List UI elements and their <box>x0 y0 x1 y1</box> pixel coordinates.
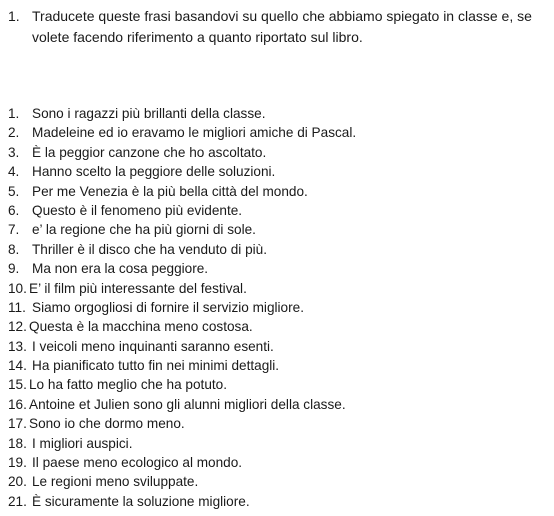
sentence-text: Ma non era la cosa peggiore. <box>32 261 209 277</box>
sentence-item-12 <box>8 317 356 336</box>
instruction-number: 1. <box>8 8 20 24</box>
sentence-number: 18. <box>8 435 27 451</box>
sentence-number: 13. <box>8 338 27 354</box>
sentence-item-14 <box>8 356 356 375</box>
sentence-item-11 <box>8 298 356 317</box>
sentence-number: 14. <box>8 358 27 374</box>
sentence-number: 17. <box>8 416 27 432</box>
sentence-text: Hanno scelto la peggiore delle soluzioni. <box>32 164 276 180</box>
sentence-text: Thriller è il disco che ha venduto di più. <box>32 241 267 257</box>
sentence-number: 5. <box>8 183 20 199</box>
sentence-text: Questo è il fenomeno più evidente. <box>32 202 243 218</box>
instruction-item <box>8 6 552 48</box>
sentence-text: È sicuramente la soluzione migliore. <box>32 493 250 509</box>
sentence-text: E’ il film più interessante del festival. <box>29 280 247 296</box>
sentence-item-18 <box>8 434 356 453</box>
instruction-text: Traducete queste frasi basandovi su quello che abbiamo spiegato in classe e, se volete facendo riferimento a quanto riportato sul libro. <box>32 8 532 45</box>
sentence-text: Il paese meno ecologico al mondo. <box>32 455 243 471</box>
sentence-number: 21. <box>8 493 27 509</box>
sentence-text: Ha pianificato tutto fin nei minimi dettagli. <box>32 358 280 374</box>
sentence-item-9 <box>8 259 356 278</box>
sentence-number: 8. <box>8 241 20 257</box>
sentence-number: 3. <box>8 144 20 160</box>
sentence-text: Madeleine ed io eravamo le migliori amiche di Pascal. <box>32 125 357 141</box>
sentence-text: I veicoli meno inquinanti saranno esenti. <box>32 338 274 354</box>
sentence-item-17 <box>8 414 356 433</box>
sentence-number: 20. <box>8 474 27 490</box>
sentence-item-3 <box>8 143 356 162</box>
sentence-text: Sono io che dormo meno. <box>29 416 185 432</box>
sentence-number: 11. <box>8 299 26 315</box>
sentence-text: Per me Venezia è la più bella città del mondo. <box>32 183 308 199</box>
sentence-number: 19. <box>8 455 27 471</box>
sentence-number: 15. <box>8 377 27 393</box>
sentence-item-16 <box>8 395 356 414</box>
sentence-text: Questa è la macchina meno costosa. <box>29 319 253 335</box>
sentence-number: 7. <box>8 222 20 238</box>
sentence-text: È la peggior canzone che ho ascoltato. <box>32 144 267 160</box>
sentence-text: Le regioni meno sviluppate. <box>32 474 199 490</box>
sentence-number: 2. <box>8 125 20 141</box>
sentence-number: 6. <box>8 202 20 218</box>
sentence-item-1 <box>8 104 356 123</box>
sentence-item-6 <box>8 201 356 220</box>
sentence-item-10 <box>8 279 356 298</box>
sentence-item-15 <box>8 375 356 394</box>
sentence-item-7 <box>8 220 356 239</box>
sentence-text: Siamo orgogliosi di fornire il servizio migliore. <box>32 299 304 315</box>
sentence-item-13 <box>8 337 356 356</box>
sentence-text: Antoine et Julien sono gli alunni migliori della classe. <box>29 396 346 412</box>
sentence-item-5 <box>8 182 356 201</box>
sentence-number: 9. <box>8 261 20 277</box>
sentence-number: 12. <box>8 319 27 335</box>
sentence-item-19 <box>8 453 356 472</box>
sentence-text: e’ la regione che ha più giorni di sole. <box>32 222 256 238</box>
sentence-item-2 <box>8 123 356 142</box>
sentence-text: I migliori auspici. <box>32 435 133 451</box>
sentence-number: 1. <box>8 106 20 121</box>
sentence-number: 4. <box>8 164 20 180</box>
sentence-item-8 <box>8 240 356 259</box>
sentence-text: Lo ha fatto meglio che ha potuto. <box>29 377 228 393</box>
sentence-number: 16. <box>8 396 27 412</box>
sentence-item-20 <box>8 472 356 491</box>
sentence-number: 10. <box>8 280 27 296</box>
sentence-item-4 <box>8 162 356 181</box>
sentence-text: Sono i ragazzi più brillanti della classe. <box>32 106 266 121</box>
sentence-list <box>8 104 356 511</box>
sentence-item-21 <box>8 492 356 511</box>
